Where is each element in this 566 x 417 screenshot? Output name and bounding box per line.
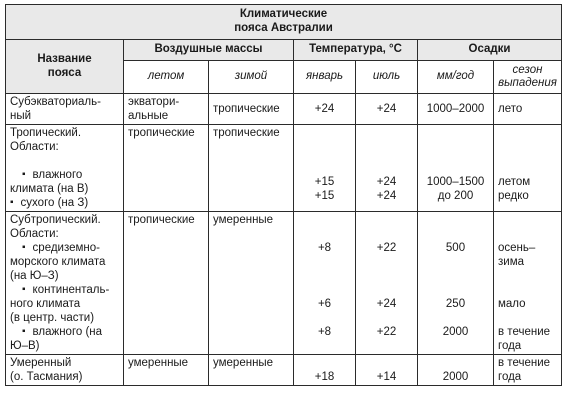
january-temp-value: +15 (314, 176, 335, 188)
title-row (6, 5, 562, 40)
january-temp (294, 125, 356, 212)
subheader-january: январь (294, 61, 356, 94)
climate-table (5, 4, 562, 386)
subheader-season-line-2: выпадения (498, 77, 557, 89)
belt-name-temperate (6, 355, 124, 386)
precip-mm-value: до 200 (437, 190, 474, 202)
winter-air-mass (209, 355, 294, 386)
header-belt-name (6, 40, 124, 94)
july-temp (356, 125, 418, 212)
summer-air-mass-value: тропические (128, 127, 195, 139)
precip-season (494, 212, 562, 355)
region-humid-southeast: ▪ влажного (на (10, 325, 119, 339)
july-temp (356, 94, 418, 125)
winter-air-mass (209, 125, 294, 212)
precip-mm (418, 355, 494, 386)
precip-mm-value: 2000 (442, 326, 469, 338)
region-continental: ▪ континенталь- (10, 283, 119, 297)
summer-air-mass-line: альные (128, 110, 169, 122)
july-temp-value: +24 (376, 176, 397, 188)
january-temp (294, 212, 356, 355)
january-temp-value: +18 (314, 371, 335, 383)
table-title (6, 5, 562, 40)
july-temp-value: +22 (376, 242, 397, 254)
precip-season-value: в течение (498, 357, 551, 369)
header-belt-name-line-1: Название (37, 53, 92, 66)
belt-name-line: (в центр. части) (10, 312, 95, 324)
precip-season-value: осень– (498, 242, 536, 254)
precip-mm (418, 212, 494, 355)
table-title-line-2: пояса Австралии (234, 22, 333, 34)
precip-season (494, 125, 562, 212)
belt-name-line: Субэкваториаль- (10, 96, 101, 108)
region-humid-east: ▪ влажного (10, 168, 119, 182)
header-air-masses: Воздушные массы (124, 40, 294, 61)
july-temp-value: +24 (376, 103, 397, 115)
precip-season-value: летом (498, 176, 531, 188)
belt-name-line: климата (на В) (10, 183, 89, 195)
july-temp-value: +24 (376, 190, 397, 202)
precip-mm-value: 2000 (442, 371, 469, 383)
precip-mm-value: 500 (445, 242, 466, 254)
header-temperature: Температура, °С (294, 40, 418, 61)
precip-mm-value: 250 (445, 298, 466, 310)
belt-name-subequatorial (6, 94, 124, 125)
region-mediterranean: ▪ средиземно- (10, 241, 119, 255)
subheader-winter: зимой (209, 61, 294, 94)
july-temp-value: +24 (376, 298, 397, 310)
table-row-subequatorial (6, 94, 562, 125)
precip-season-value: редко (498, 190, 529, 202)
header-precipitation: Осадки (418, 40, 562, 61)
summer-air-mass (124, 94, 209, 125)
precip-season (494, 94, 562, 125)
january-temp-value: +8 (317, 242, 332, 254)
belt-name-line: Ю–В) (10, 340, 40, 352)
table-title-line-1: Климатические (239, 8, 328, 21)
belt-name-line: (на Ю–З) (10, 270, 59, 282)
precip-mm-value: 1000–2000 (426, 103, 485, 115)
header-belt-name-line-2: пояса (47, 66, 82, 79)
belt-name-line: Умеренный (10, 357, 72, 369)
summer-air-mass-value: тропические (128, 214, 195, 226)
precip-season-value: года (498, 340, 522, 352)
january-temp-value: +24 (314, 103, 335, 115)
winter-air-mass-value: умеренные (213, 214, 274, 226)
precip-mm-value: 1000–1500 (426, 176, 485, 188)
winter-air-mass-value: тропические (213, 127, 280, 139)
table-row-temperate (6, 355, 562, 386)
july-temp (356, 355, 418, 386)
belt-name-line: Субтропический. (10, 214, 101, 226)
table-row-subtropical (6, 212, 562, 355)
january-temp-value: +15 (314, 190, 335, 202)
belt-name-line: морского климата (10, 256, 106, 268)
summer-air-mass (124, 355, 209, 386)
spacer (10, 154, 119, 168)
summer-air-mass (124, 212, 209, 355)
precip-season-value: года (498, 371, 522, 383)
winter-air-mass (209, 212, 294, 355)
january-temp (294, 94, 356, 125)
winter-air-mass-value: тропические (213, 103, 280, 115)
summer-air-mass-line: экватори- (128, 96, 180, 108)
belt-name-line: Области: (10, 141, 59, 153)
subheader-july: июль (356, 61, 418, 94)
precip-season-value: в течение (498, 326, 551, 338)
belt-name-line: Тропический. (10, 127, 82, 139)
subheader-mm-year: мм/год (418, 61, 494, 94)
precip-mm (418, 125, 494, 212)
belt-name-subtropical (6, 212, 124, 355)
winter-air-mass (209, 94, 294, 125)
july-temp-value: +14 (376, 371, 397, 383)
header-row (6, 40, 562, 61)
summer-air-mass (124, 125, 209, 212)
table-row-tropical (6, 125, 562, 212)
january-temp-value: +6 (317, 298, 332, 310)
region-dry-west: ▪ сухого (на З) (10, 196, 119, 210)
precip-season-value: лето (498, 103, 523, 115)
winter-air-mass-value: умеренные (213, 357, 274, 369)
precip-season (494, 355, 562, 386)
belt-name-line: ного климата (10, 298, 81, 310)
january-temp (294, 355, 356, 386)
july-temp (356, 212, 418, 355)
precip-season-value: мало (498, 298, 526, 310)
precip-mm (418, 94, 494, 125)
belt-name-line: ный (10, 110, 32, 122)
belt-name-line: (о. Тасмания) (10, 371, 83, 383)
subheader-season-line-1: сезон (512, 63, 543, 76)
july-temp-value: +22 (376, 326, 397, 338)
belt-name-tropical (6, 125, 124, 212)
subheader-season (494, 61, 562, 94)
summer-air-mass-value: умеренные (128, 357, 189, 369)
belt-name-line: Области: (10, 228, 59, 240)
subheader-summer: летом (124, 61, 209, 94)
precip-season-value: зима (498, 256, 524, 268)
january-temp-value: +8 (317, 326, 332, 338)
